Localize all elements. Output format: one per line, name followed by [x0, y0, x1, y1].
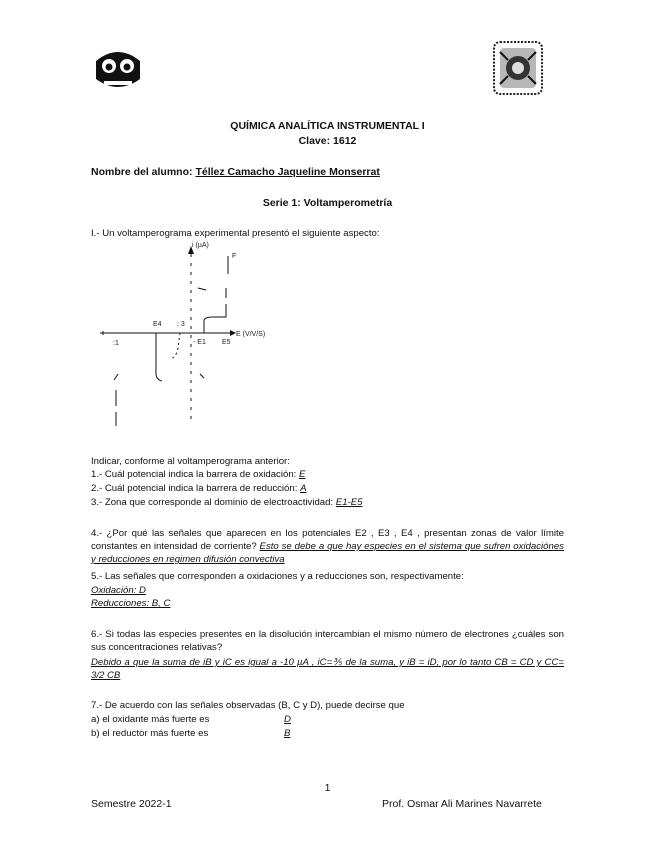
student-name: Téllez Camacho Jaqueline Monserrat: [195, 166, 380, 178]
q1-item-1: 1.- Cuál potencial indica la barrera de oxidación: E: [91, 469, 306, 480]
curve-reduction-c: [152, 333, 162, 381]
label-e5: E5: [222, 339, 231, 346]
q4-paragraph: [91, 527, 564, 566]
q1-lead: Indicar, conforme al voltamperograma anterior:: [91, 456, 290, 467]
q1-item-2: 2.- Cuál potencial indica la barrera de reducción: A: [91, 483, 307, 494]
curve-reduction-b: [170, 333, 180, 359]
course-code: Clave: 1612: [298, 135, 357, 147]
q1-answer-2: A: [300, 483, 307, 494]
label-e4: E4: [153, 321, 162, 328]
course-title: QUÍMICA ANALÍTICA INSTRUMENTAL I: [230, 120, 425, 132]
page-number: 1: [324, 782, 331, 794]
label-e3: : 3: [177, 321, 185, 328]
q4-answer: Esto se debe a que hay especies en el sistema que sufren oxidaciónes y reducciones en regimen difusión convectiva: [91, 541, 564, 565]
q6-text: 6.- Si todas las especies presentes en la disolución intercambian el mismo número de electrones ¿cuáles son sus concentraciones relativas?: [91, 629, 564, 653]
label-e1: - E1: [193, 339, 206, 346]
school-logo-icon: [90, 45, 146, 93]
label-left: :1: [113, 340, 119, 347]
q5-text: 5.- Las señales que corresponden a oxidaciones y a reducciones son, respectivamente:: [91, 571, 464, 582]
y-axis-label: i (µA): [192, 242, 209, 249]
q1-answer-3: E1-E5: [335, 497, 363, 508]
q4-text: 4.- ¿Por qué las señales que aparecen en los potenciales E2 , E3 , E4 , presentan zonas de valor límite constantes en intensidad de corriente?: [91, 528, 564, 552]
label-top-right: F: [232, 253, 237, 260]
q5-oxidation: Oxidación: D: [91, 585, 146, 596]
q1-intro: I.- Un voltamperograma experimental presentó el siguiente aspecto:: [91, 228, 380, 239]
q7-a-answer: D: [284, 714, 291, 725]
q1-item-3: 3.- Zona que corresponde al dominio de electroactividad: E1-E5: [91, 497, 363, 508]
curve-fragments: [114, 288, 206, 380]
curve-oxidation-d: [204, 304, 226, 333]
student-line: [91, 166, 380, 178]
q1-answer-1: E: [299, 469, 306, 480]
q6-answer: Debido a que la suma de iB y iC es igual a -10 µA , iC=⅗ de la suma, y iB = iD, por lo tanto CB = CD y CC= 3/2 CB: [91, 657, 564, 681]
q7-a-label: a) el oxidante más fuerte es: [91, 714, 210, 725]
q5-reductions: Reducciones: B, C: [91, 598, 171, 609]
footer-semester: Semestre 2022-1: [91, 798, 172, 810]
footer-professor: Prof. Osmar Ali Marines Navarrete: [382, 798, 542, 810]
student-label: Nombre del alumno:: [91, 166, 193, 178]
q7-b-label: b) el reductor más fuerte es: [91, 728, 209, 739]
q7-text: 7.- De acuerdo con las señales observadas (B, C y D), puede decirse que: [91, 700, 405, 711]
q7-b-answer: B: [284, 728, 291, 739]
x-axis-label: E (V/V/S): [236, 331, 266, 338]
university-seal-icon: [490, 38, 546, 98]
series-title: Serie 1: Voltamperometría: [262, 197, 393, 209]
